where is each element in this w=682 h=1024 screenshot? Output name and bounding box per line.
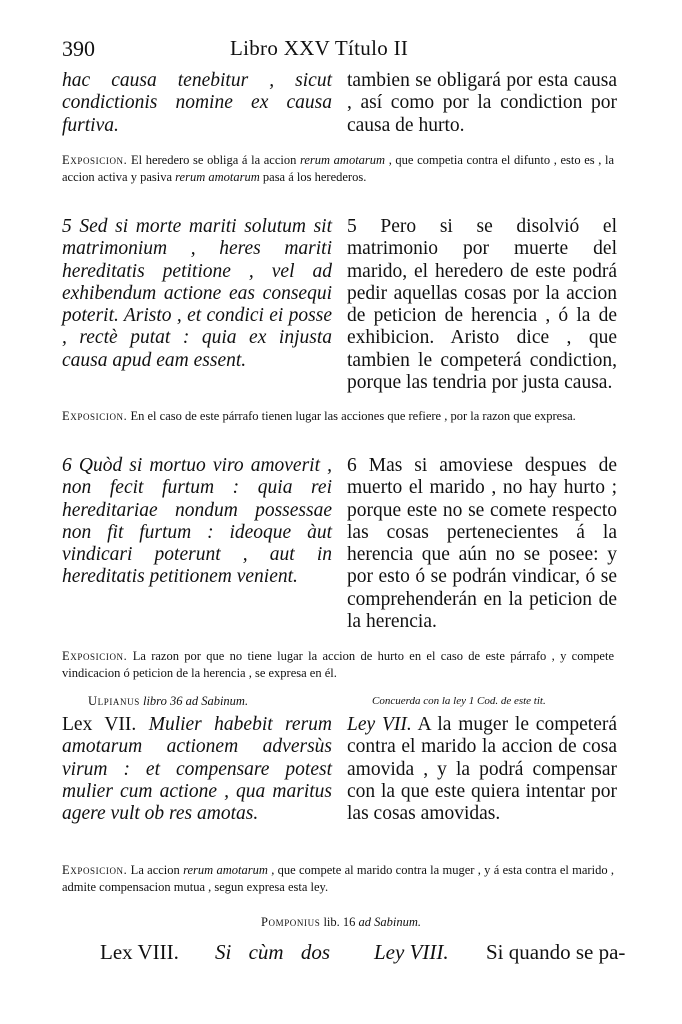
- source-citation: [88, 694, 248, 709]
- note-text: El heredero se obliga á la accion: [127, 153, 300, 167]
- spanish-text: [347, 714, 617, 825]
- exposicion-note: [62, 648, 614, 682]
- note-term: rerum amotarum: [183, 863, 268, 877]
- spanish-text: Si quando se pa-: [486, 940, 626, 964]
- spanish-text: 6 Mas si amoviese despues de muerto el marido , no hay hurto ; porque este no se comete respecto las cosas pertenecientes á la herencia que aún no se posee: y por esto ó se podrán vindicar, ó se comprehenderán en la peticion de la herencia.: [347, 455, 617, 633]
- spanish-text: 5 Pero si se disolvió el matrimonio por muerte del marido, el heredero de este podrá pedir aquellas cosas por la accion de peticion de herencia , ó la de exhibicion. Aristo dice , que tambien le competerá condiction, porque las tendria por justa causa.: [347, 216, 617, 394]
- note-text: pasa á los herederos.: [259, 170, 367, 184]
- note-text: La razon por que no tiene lugar la accion de hurto en el caso de este párrafo , y compete vindicacion ó peticion de la herencia , se expresa en él.: [62, 649, 614, 680]
- latin-text: 6 Quòd si mortuo viro amoverit , non fecit furtum : quia rei hereditariae nondum possessae non fit furtum : ideoque àut vindicari poterunt , aut in hereditatis petitionem venient.: [62, 455, 332, 588]
- source-author: Pomponius: [260, 915, 321, 929]
- note-text: La accion: [127, 863, 184, 877]
- page-number: 390: [62, 36, 95, 61]
- note-term: rerum amotarum: [175, 170, 260, 184]
- latin-text: hac causa tenebitur , sicut condictionis nomine ex causa furtiva.: [62, 70, 332, 136]
- ley-label: Ley VIII.: [374, 940, 449, 964]
- note-term: rerum amotarum: [299, 153, 386, 167]
- latin-text: 5 Sed si morte mariti solutum sit matrimonium , heres mariti hereditatis petitione , vel ad exhibendum actione eas consequi poterit. Aristo , et condici ei posse , rectè putat : quia ex injusta causa apud eam essent.: [62, 216, 332, 371]
- source-ref: libro 36 ad Sabinum.: [139, 694, 249, 708]
- exposicion-label: Exposicion.: [62, 863, 128, 877]
- latin-text: [62, 714, 332, 825]
- exposicion-label: Exposicion.: [62, 409, 128, 423]
- spanish-text: tambien se obligará por esta causa , así como por la condiction por causa de hurto.: [347, 70, 617, 136]
- exposicion-note: [62, 862, 614, 896]
- note-text: , que competia contra el difunto , esto es , la accion activa y pasiva: [62, 153, 615, 184]
- exposicion-note: [62, 152, 614, 186]
- source-author: Ulpianus: [88, 694, 140, 708]
- concordance-note: Concuerda con la ley 1 Cod. de este tit.: [372, 695, 546, 707]
- lex-label: Lex VIII.: [100, 940, 179, 964]
- running-title: Libro XXV Título II: [230, 36, 409, 60]
- ley-label: Ley VII.: [347, 714, 412, 735]
- exposicion-label: Exposicion.: [62, 153, 128, 167]
- source-ref: ad Sabinum.: [358, 915, 422, 929]
- source-ref: lib. 16: [320, 915, 359, 929]
- note-text: En el caso de este párrafo tienen lugar las acciones que refiere , por la razon que expresa.: [127, 409, 576, 423]
- latin-body: Mulier habebit rerum amotarum actionem adversùs virum : et compensare potest mulier cum actione , qua maritus agere vult ob res amotas.: [62, 714, 332, 825]
- latin-text: Si cùm dos: [215, 940, 330, 964]
- lex-label: Lex VII.: [62, 714, 137, 735]
- spanish-body: A la muger le competerá contra el marido la accion de cosa amovida , y la podrá compensar con la que este quiera intentar por las cosas amovidas.: [347, 714, 617, 825]
- note-text: , que compete al marido contra la muger , y á esta contra el marido , admite compensacion mutua , segun expresa esta ley.: [62, 863, 614, 894]
- source-citation: [0, 915, 682, 930]
- running-header: [62, 36, 622, 66]
- exposicion-note: [62, 408, 614, 425]
- exposicion-label: Exposicion.: [62, 649, 128, 663]
